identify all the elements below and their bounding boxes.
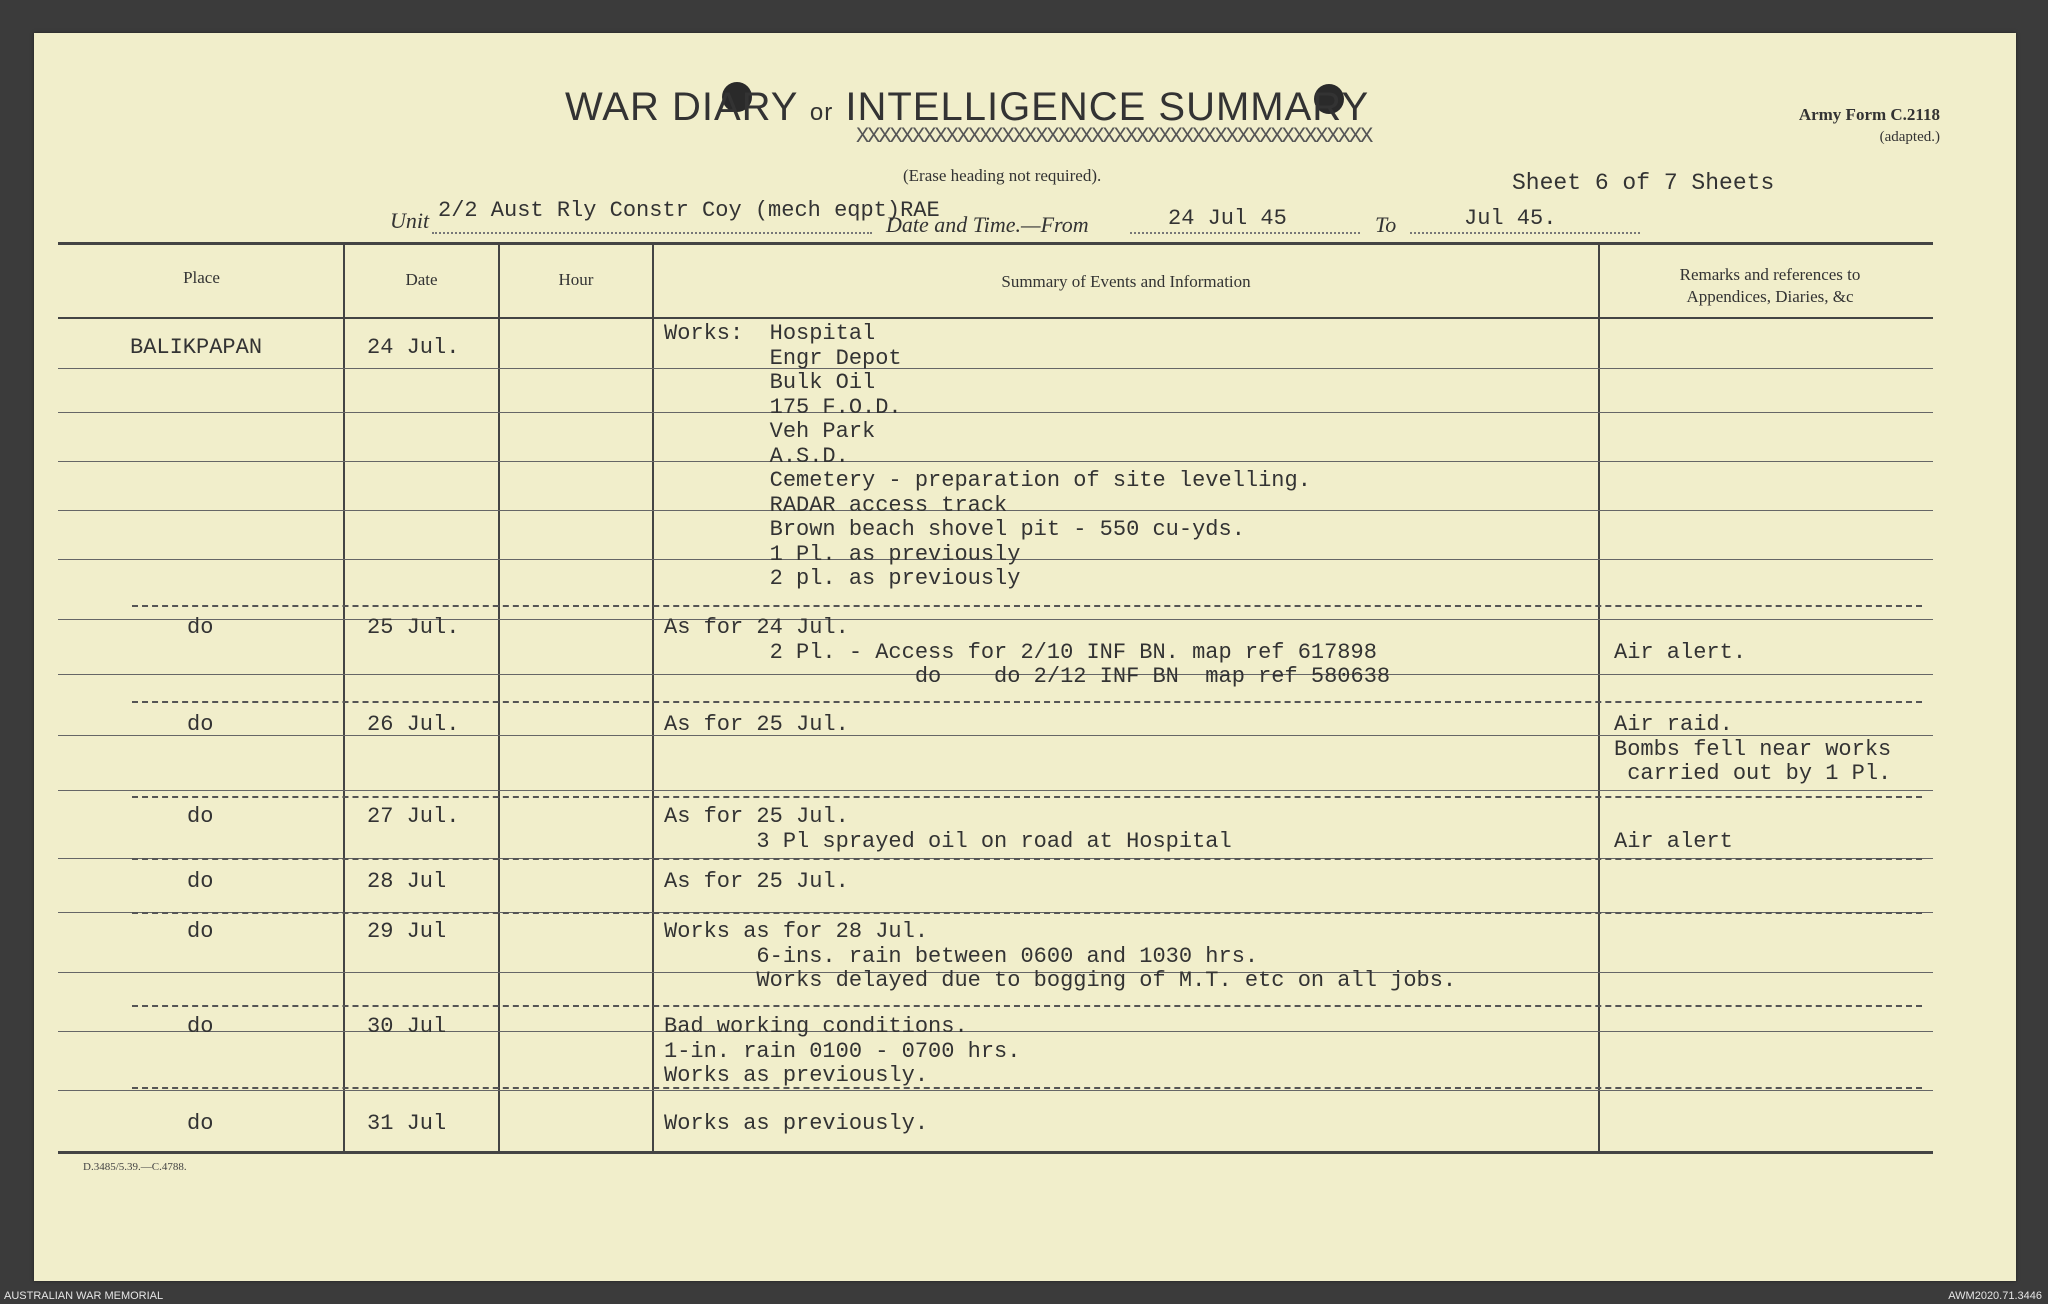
unit-value: 2/2 Aust Rly Constr Coy (mech eqpt)RAE xyxy=(438,198,940,223)
erase-note: (Erase heading not required). xyxy=(903,166,1102,185)
summary-cell: Works as for 28 Jul. 6-ins. rain between 0600 and 1030 hrs. Works delayed due to bogging of M.T. etc on all jobs. xyxy=(664,919,1457,993)
summary-cell: Bad working conditions. 1-in. rain 0100 - 0700 hrs. Works as previously. xyxy=(664,1014,1021,1088)
unit-label: Unit xyxy=(390,208,430,233)
to-label: To xyxy=(1375,212,1397,237)
place-cell: do xyxy=(187,869,214,894)
col-hour: Hour xyxy=(558,270,594,289)
from-date: 24 Jul 45 xyxy=(1168,206,1287,231)
remarks-cell: Air alert xyxy=(1614,828,1733,854)
place-cell: do xyxy=(187,804,214,829)
place-cell: do xyxy=(187,1014,214,1039)
date-cell: 28 Jul xyxy=(367,869,447,894)
date-label: Date and Time.—From xyxy=(886,212,1089,237)
place-cell: do xyxy=(187,919,214,944)
date-cell: 29 Jul xyxy=(367,919,447,944)
print-code: D.3485/5.39.—C.4788. xyxy=(83,1161,187,1173)
to-date: Jul 45. xyxy=(1464,206,1557,231)
place-cell: do xyxy=(187,615,214,640)
struck-heading: XXXXXXXXXXXXXXXXXXXXXXXXXXXXXXXXXXXXXXXXXXXXXX xyxy=(856,124,1372,149)
table-top-rule xyxy=(58,242,1933,245)
date-cell: 24 Jul. xyxy=(367,335,460,360)
summary-cell: As for 25 Jul. 3 Pl sprayed oil on road at Hospital xyxy=(664,804,1232,854)
summary-cell: Works: Hospital Engr Depot Bulk Oil 175 F.O.D. Veh Park A.S.D. Cemetery - preparation of site levelling. RADAR access track Brown beach shovel pit - 550 cu-yds. 1 Pl. as previously 2 pl. as previously xyxy=(664,321,1311,591)
date-cell: 26 Jul. xyxy=(367,712,460,737)
date-cell: 31 Jul xyxy=(367,1111,447,1136)
sheet-number: Sheet 6 of 7 Sheets xyxy=(1512,170,1775,196)
credit-right: AWM2020.71.3446 xyxy=(1948,1290,2042,1302)
form-number: Army Form C.2118 (adapted.) xyxy=(1798,105,1940,145)
date-cell: 27 Jul. xyxy=(367,804,460,829)
remarks-cell: Air alert. xyxy=(1614,639,1747,665)
date-cell: 30 Jul xyxy=(367,1014,447,1039)
header-rule xyxy=(58,317,1933,319)
place-cell: BALIKPAPAN xyxy=(130,335,263,360)
place-cell: do xyxy=(187,712,214,737)
place-cell: do xyxy=(187,1111,214,1136)
summary-cell: As for 25 Jul. xyxy=(664,712,849,737)
summary-cell: As for 24 Jul. 2 Pl. - Access for 2/10 INF BN. map ref 617898 do do 2/12 INF BN map ref 580638 xyxy=(664,615,1391,689)
summary-cell: Works as previously. xyxy=(664,1111,929,1136)
col-date: Date xyxy=(405,270,438,289)
date-cell: 25 Jul. xyxy=(367,615,460,640)
remarks-cell: Air raid. Bombs fell near works carried out by 1 Pl. xyxy=(1614,712,1892,786)
summary-cell: As for 25 Jul. xyxy=(664,869,849,894)
table-bottom-rule xyxy=(58,1151,1933,1154)
credit-left: AUSTRALIAN WAR MEMORIAL xyxy=(4,1290,164,1302)
col-place: Place xyxy=(183,268,220,287)
col-summary: Summary of Events and Information xyxy=(1001,272,1251,291)
form-title: WAR DIARY or INTELLIGENCE SUMMARY xyxy=(565,85,1370,129)
col-remarks: Remarks and references to Appendices, Diaries, &c xyxy=(1679,265,1861,306)
